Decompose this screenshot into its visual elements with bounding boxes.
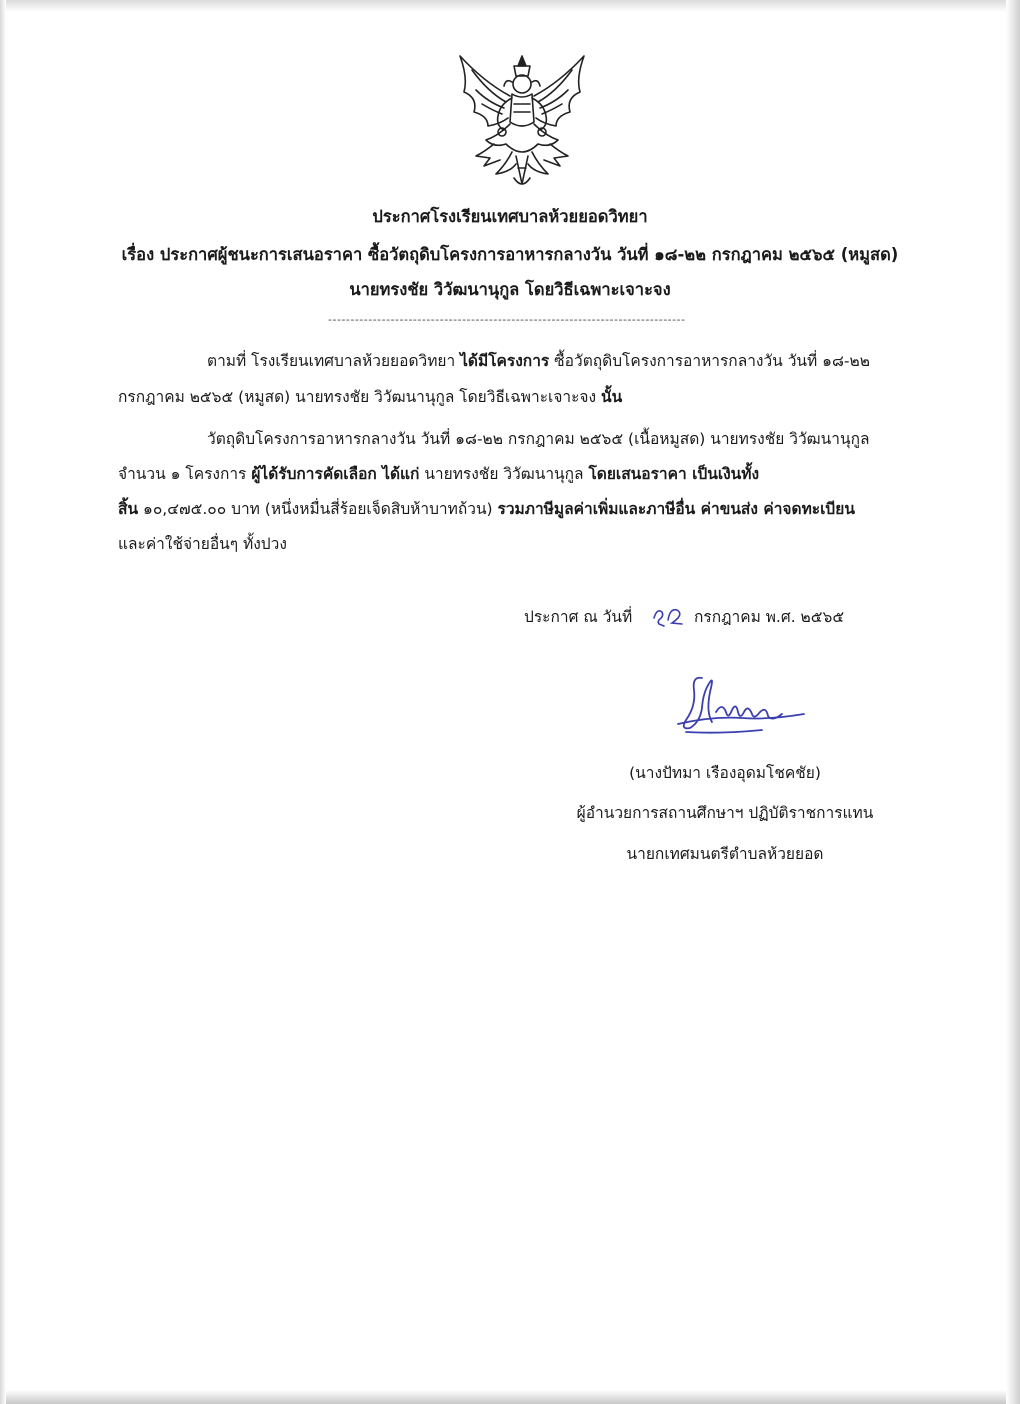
text-span: ซื้อวัตถุดิบโครงการอาหารกลางวัน วันที่ ๑๘-๒๒ xyxy=(549,352,870,370)
document-subject: เรื่อง ประกาศผู้ชนะการเสนอราคา ซื้อวัตถุดิบโครงการอาหารกลางวัน วันที่ ๑๘-๒๒ กรกฎาคม ๒๕๖๕ (หมูสด) xyxy=(121,245,899,264)
document-subject-line2: นายทรงชัย วิวัฒนานุกูล โดยวิธีเฉพาะเจาะจง xyxy=(349,280,671,299)
text-span-bold: ผู้ได้รับการคัดเลือก ได้แก่ xyxy=(251,465,420,483)
text-span-bold: นั้น xyxy=(601,388,623,406)
announce-date-suffix: กรกฎาคม พ.ศ. ๒๕๖๕ xyxy=(694,608,845,626)
garuda-emblem-icon xyxy=(454,52,590,192)
text-span: จำนวน ๑ โครงการ xyxy=(118,465,252,483)
text-span: นายทรงชัย วิวัฒนานุกูล xyxy=(419,465,589,483)
divider-rule: -------------------------------------------------------------------------------- xyxy=(328,313,686,326)
text-span-bold: โดยเสนอราคา เป็นเงินทั้ง xyxy=(588,465,760,483)
signatory-position: ผู้อำนวยการสถานศึกษาฯ ปฏิบัติราชการแทน xyxy=(576,804,874,822)
paragraph-2-line-4: และค่าใช้จ่ายอื่นๆ ทั้งปวง xyxy=(118,535,287,553)
handwritten-day-icon xyxy=(651,602,685,628)
announce-date-prefix: ประกาศ ณ วันที่ xyxy=(524,608,633,626)
scan-edge-bottom xyxy=(0,1390,1020,1404)
text-span: กรกฎาคม ๒๕๖๕ (หมูสด) นายทรงชัย วิวัฒนานุกูล โดยวิธีเฉพาะเจาะจง xyxy=(118,388,602,406)
signatory-name: (นางปัทมา เรืองอุดมโชคชัย) xyxy=(629,764,821,782)
text-span: ๑๐,๔๗๕.๐๐ บาท (หนึ่งหมื่นสี่ร้อยเจ็ดสิบห้าบาทถ้วน) xyxy=(138,500,498,518)
text-span-bold: สิ้น xyxy=(118,500,139,518)
text-span-bold: ได้มีโครงการ xyxy=(460,352,550,370)
paragraph-2-line-3 xyxy=(118,496,855,521)
document-title: ประกาศโรงเรียนเทศบาลห้วยยอดวิทยา xyxy=(372,207,648,226)
paragraph-1-line-1 xyxy=(207,348,870,373)
text-span: ตามที่ โรงเรียนเทศบาลห้วยยอดวิทยา xyxy=(207,352,461,370)
signature-icon xyxy=(672,672,808,744)
paragraph-1-line-2 xyxy=(118,384,622,409)
paragraph-2-line-2 xyxy=(118,461,759,486)
paragraph-2-line-1: วัตถุดิบโครงการอาหารกลางวัน วันที่ ๑๘-๒๒ กรกฎาคม ๒๕๖๕ (เนื้อหมูสด) นายทรงชัย วิวัฒนานุกูล xyxy=(207,430,870,448)
text-span-bold: รวมภาษีมูลค่าเพิ่มและภาษีอื่น ค่าขนส่ง ค่าจดทะเบียน xyxy=(497,500,855,518)
scan-edge-top xyxy=(0,0,1020,12)
signatory-position-2: นายกเทศมนตรีตำบลห้วยยอด xyxy=(626,845,824,863)
